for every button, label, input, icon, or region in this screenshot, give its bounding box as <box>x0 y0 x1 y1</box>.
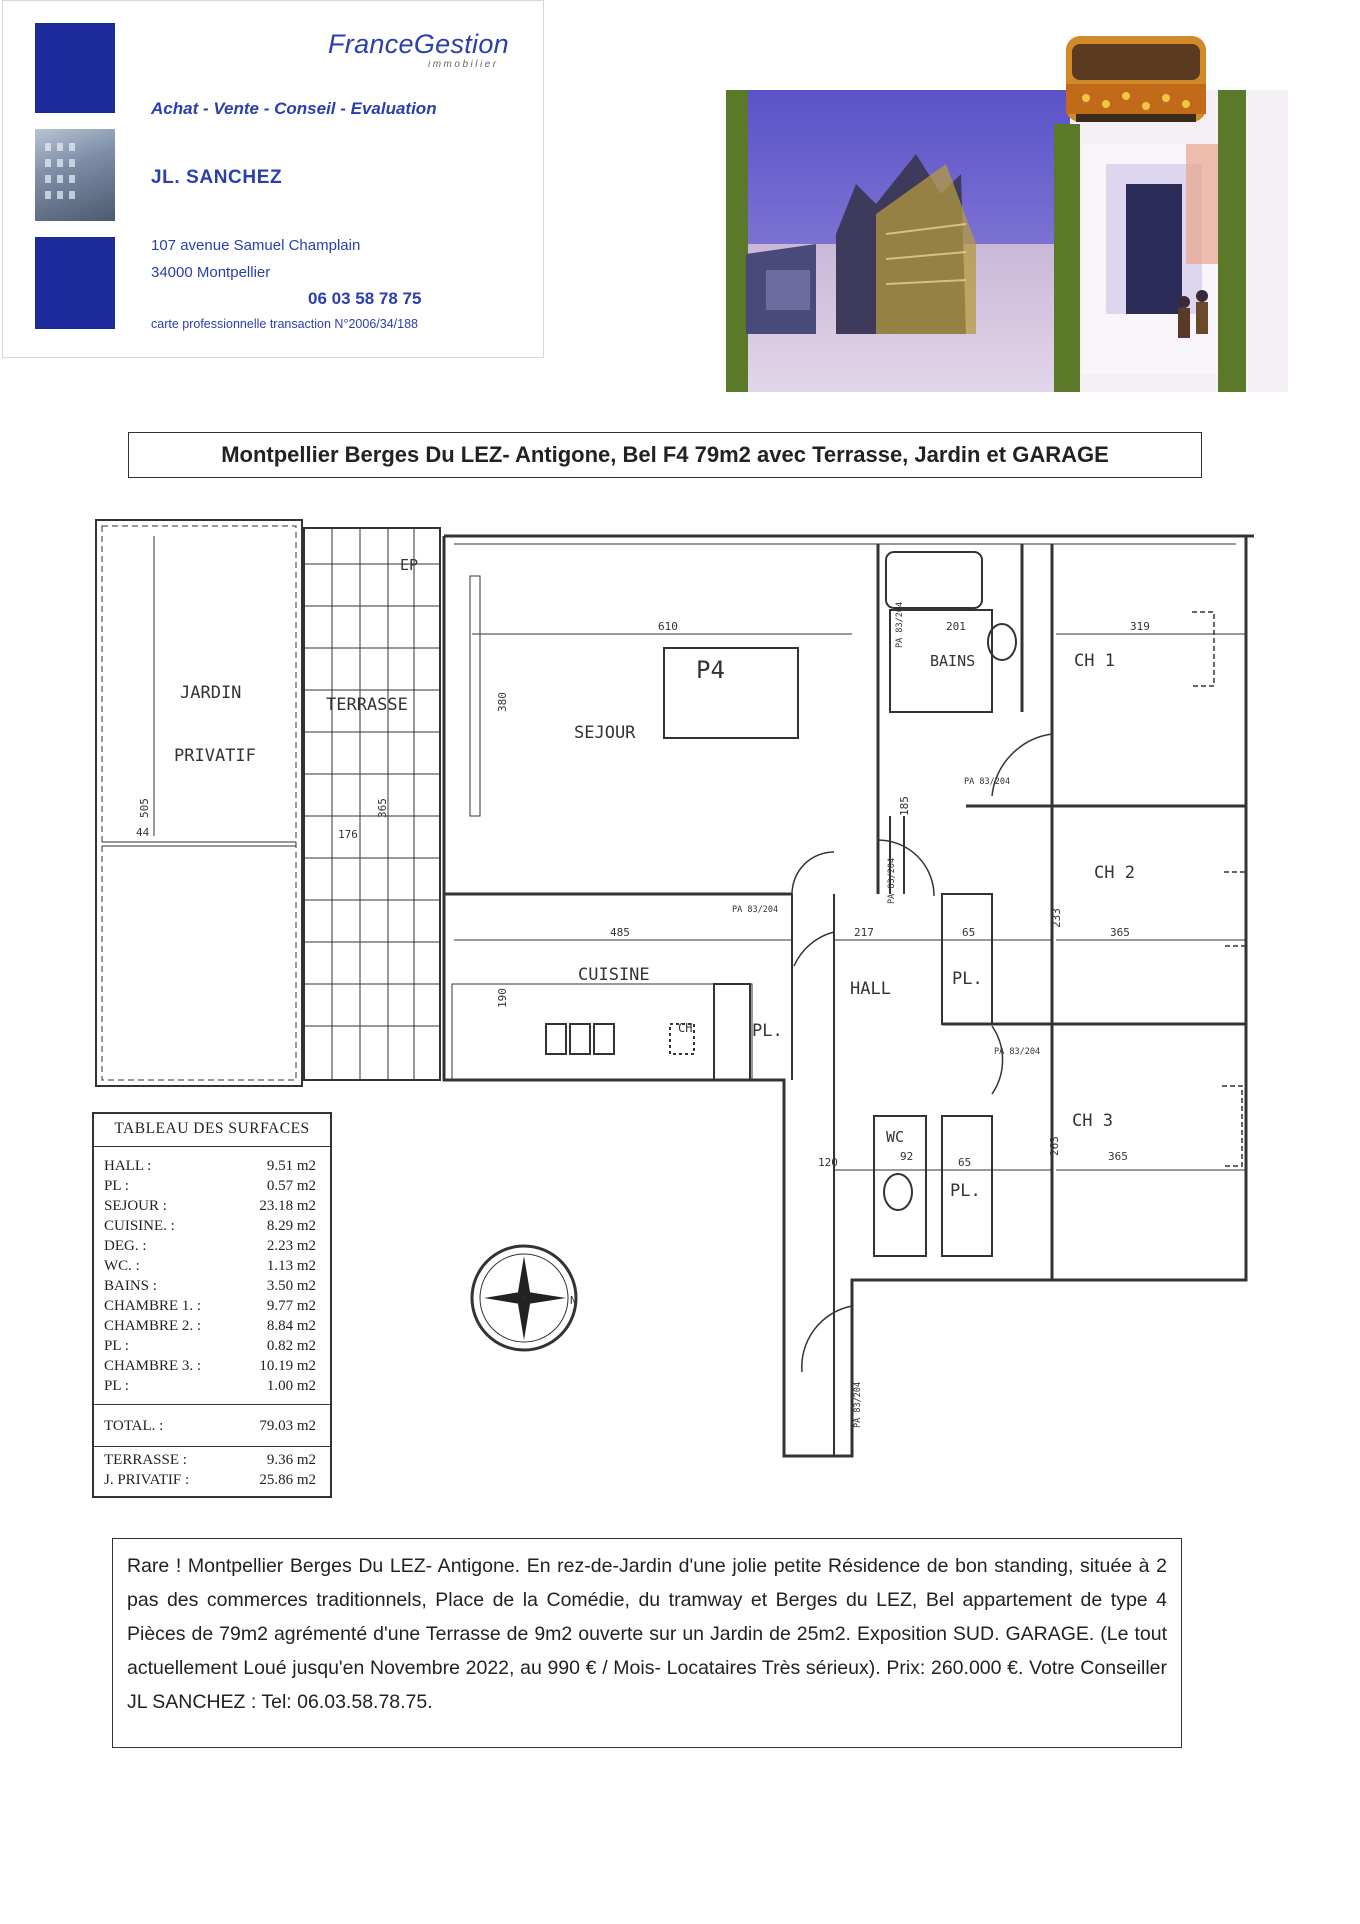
listing-description: Rare ! Montpellier Berges Du LEZ- Antigone. En rez-de-Jardin d'une jolie petite Résidence de bon standing, située à 2 pas des commerces traditionnels, Place de la Comédie, du tramway et Berges du LEZ, Bel appartement de type 4 Pièces de 79m2 agrémenté d'une Terrasse de 9m2 ouverte sur un Jardin de 25m2. Exposition SUD. GARAGE. (Le tout actuellement Loué jusqu'en Novembre 2022, au 990 € / Mois- Locataires Très sérieux). Prix: 260.000 €. Votre Conseiller JL SANCHEZ : Tel: 06.03.58.78.75. <box>112 1538 1182 1748</box>
city-tram-illustration <box>726 34 1288 392</box>
agent-name: JL. SANCHEZ <box>151 167 283 188</box>
table-row: TERRASSE : 9.36 m2 <box>104 1452 316 1468</box>
p4-box <box>664 648 798 738</box>
dim-92: 92 <box>900 1150 914 1163</box>
table-row: WC. : 1.13 m2 <box>104 1258 316 1274</box>
dim-176: 176 <box>338 828 358 841</box>
dim-201: 201 <box>946 620 966 633</box>
terrasse-label: TERRASSE <box>326 695 408 715</box>
compass-north-label: N <box>570 1294 577 1307</box>
ch2-label: CH 2 <box>1094 863 1135 883</box>
table-row: PL : 0.57 m2 <box>104 1178 316 1194</box>
card-tagline: Achat - Vente - Conseil - Evaluation <box>151 99 437 118</box>
blue-square-bottom <box>35 237 115 329</box>
table-row: CHAMBRE 2. : 8.84 m2 <box>104 1318 316 1334</box>
dim-380: 380 <box>496 692 509 712</box>
dim-505: 505 <box>138 798 151 818</box>
ch3-label: CH 3 <box>1072 1111 1113 1131</box>
dim-610: 610 <box>658 620 678 633</box>
door-tag-3: PA 83/204 <box>732 905 779 915</box>
privatif-label: PRIVATIF <box>174 746 256 766</box>
pl-label-hall: PL. <box>952 969 983 989</box>
dim-365c: 365 <box>376 798 389 818</box>
cuisine-label: CUISINE <box>578 965 650 985</box>
surfaces-table-title: TABLEAU DES SURFACES <box>94 1114 330 1147</box>
dim-65b: 65 <box>958 1156 972 1169</box>
door-tag-2: PA 83/204 <box>994 1047 1041 1057</box>
table-row: CHAMBRE 3. : 10.19 m2 <box>104 1358 316 1374</box>
door-tag-6: PA 83/204 <box>853 1381 863 1428</box>
table-total-row: TOTAL. : 79.03 m2 <box>104 1418 316 1434</box>
sejour-label: SEJOUR <box>574 723 636 743</box>
bains-label: BAINS <box>930 652 976 670</box>
dim-485: 485 <box>610 926 630 939</box>
business-card <box>2 0 544 358</box>
door-tag-4: PA 83/204 <box>895 601 905 648</box>
table-divider <box>94 1446 330 1447</box>
ep-label: EP <box>400 556 419 574</box>
brand-subtitle: immobilier <box>428 59 499 70</box>
table-row: PL : 1.00 m2 <box>104 1378 316 1394</box>
jardin-area <box>96 520 302 1086</box>
dim-365b: 365 <box>1108 1150 1128 1163</box>
table-divider <box>94 1404 330 1405</box>
table-row: HALL : 9.51 m2 <box>104 1158 316 1174</box>
dim-365: 365 <box>1110 926 1130 939</box>
table-row: SEJOUR : 23.18 m2 <box>104 1198 316 1214</box>
ch1-label: CH 1 <box>1074 651 1115 671</box>
p4-label: P4 <box>696 656 725 684</box>
jardin-label: JARDIN <box>180 683 242 703</box>
dim-233: 233 <box>1050 908 1063 928</box>
dim-190: 190 <box>496 988 509 1008</box>
license-number: carte professionnelle transaction N°2006/34/188 <box>151 317 418 331</box>
door-tag-1: PA 83/204 <box>964 777 1011 787</box>
listing-headline: Montpellier Berges Du LEZ- Antigone, Bel F4 79m2 avec Terrasse, Jardin et GARAGE <box>128 432 1202 478</box>
compass-rose <box>472 1246 576 1350</box>
dim-65: 65 <box>962 926 976 939</box>
pl-label-cuisine: PL. <box>752 1021 783 1041</box>
table-row: BAINS : 3.50 m2 <box>104 1278 316 1294</box>
dim-120: 120 <box>818 1156 838 1169</box>
dim-44: 44 <box>136 826 150 839</box>
door-tag-5: PA 83/204 <box>887 857 897 904</box>
dim-263: 263 <box>1048 1136 1061 1156</box>
table-row: CHAMBRE 1. : 9.77 m2 <box>104 1298 316 1314</box>
table-row: PL : 0.82 m2 <box>104 1338 316 1354</box>
dim-319: 319 <box>1130 620 1150 633</box>
terrasse-area <box>304 528 440 1080</box>
building-photo <box>35 129 115 221</box>
dim-217: 217 <box>854 926 874 939</box>
table-row: DEG. : 2.23 m2 <box>104 1238 316 1254</box>
blue-square-top <box>35 23 115 113</box>
agent-phone: 06 03 58 78 75 <box>308 289 422 308</box>
hall-label: HALL <box>850 979 891 999</box>
pl-label-ch3: PL. <box>950 1181 981 1201</box>
surfaces-table <box>92 1112 332 1498</box>
ch-label: CH <box>678 1021 693 1035</box>
brand-logo: FranceGestion <box>328 29 509 59</box>
table-row: CUISINE. : 8.29 m2 <box>104 1218 316 1234</box>
address-line1: 107 avenue Samuel Champlain <box>151 237 361 254</box>
table-row: J. PRIVATIF : 25.86 m2 <box>104 1472 316 1488</box>
dim-185: 185 <box>898 796 911 816</box>
wc-label: WC <box>886 1128 905 1146</box>
address-line2: 34000 Montpellier <box>151 264 271 281</box>
